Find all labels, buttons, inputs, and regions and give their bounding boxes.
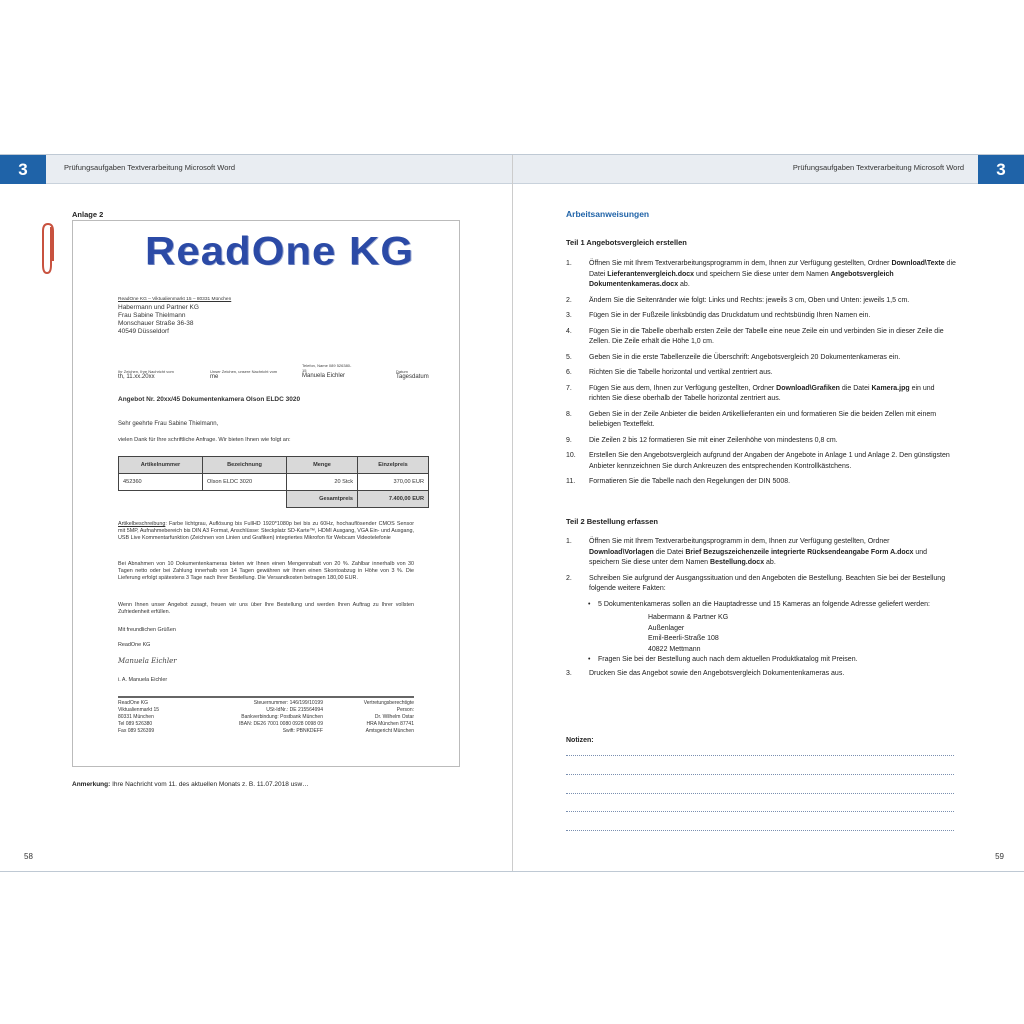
ref-your-sign: Ihr Zeichen, Ihre Nachricht vom th, 11.xx.20xx xyxy=(118,369,174,380)
recipient-line: Monschauer Straße 36-38 xyxy=(118,320,194,327)
part2-list xyxy=(566,537,956,684)
page-header-bar xyxy=(46,155,512,184)
delivery-address-line: Emil-Beerli-Straße 108 xyxy=(648,635,719,642)
header-title: Prüfungsaufgaben Textverarbeitung Microsoft Word xyxy=(64,163,236,172)
section-heading: Arbeitsanweisungen xyxy=(566,209,650,219)
note-line xyxy=(566,774,954,775)
table-row xyxy=(119,474,429,491)
paperclip-icon xyxy=(40,221,56,277)
list-item: 3. Fügen Sie in der Fußzeile linksbündig das Druckdatum und rechtsbündig Ihren Namen ein. xyxy=(566,312,871,319)
delivery-address-line: Habermann & Partner KG xyxy=(648,614,729,621)
table-cell: 370,00 EUR xyxy=(358,474,429,491)
list-item: 1. Öffnen Sie mit Ihrem Textverarbeitungsprogramm in dem, Ihnen zur Verfügung gestellten, Ordner Download\Texte die Datei Lieferantenvergleich.docx und speichern Sie diese unter dem Namen Angebotsvergleich Dokumentenkameras.docx ab. xyxy=(566,260,956,288)
anlage-label: Anlage 2 xyxy=(72,210,104,219)
table-header-cell: Einzelpreis xyxy=(358,457,429,474)
letter-salutation: Sehr geehrte Frau Sabine Thielmann, xyxy=(118,421,219,427)
greeting: Mit freundlichen Grüßen xyxy=(118,627,176,633)
list-item: 11. Formatieren Sie die Tabelle nach den Regelungen der DIN 5008. xyxy=(566,478,791,485)
handwritten-signature: Manuela Eichler xyxy=(118,657,177,665)
bullet-item: • Fragen Sie bei der Bestellung auch nach dem aktuellen Produktkatalog mit Preisen. xyxy=(588,656,858,663)
page-number: 58 xyxy=(24,852,33,861)
chapter-number-badge: 3 xyxy=(978,155,1024,184)
ref-our-sign: Unser Zeichen, unsere Nachricht vom me xyxy=(210,369,278,380)
table-cell: Olson ELDC 3020 xyxy=(203,474,287,491)
header-title: Prüfungsaufgaben Textverarbeitung Microsoft Word xyxy=(792,163,964,172)
recipient-address xyxy=(118,304,199,336)
list-item: 1. Öffnen Sie mit Ihrem Textverarbeitungsprogramm in dem, Ihnen zur Verfügung gestellten, Ordner Download\Vorlagen die Datei Brief Bezugszeichenzeile integrierte Rücksendeangabe Form A.docx und speichern Sie diese unter dem Namen Bestellung.docx ab. xyxy=(566,538,928,566)
delivery-address-line: 40822 Mettmann xyxy=(648,645,701,653)
closing-paragraph: Wenn Ihnen unser Angebot zusagt, freuen wir uns über Ihre Bestellung und werden Ihren Auftrag zu Ihrer vollsten Zufriedenheit erfüllen. xyxy=(118,602,414,615)
list-item: 10. Erstellen Sie den Angebotsvergleich aufgrund der Angaben der Angebote in Anlage 1 und Anlage 2. Den günstigsten Anbieter kennzeichnen Sie durch Ankreuzen des entsprechenden Kontrollkästchens. xyxy=(566,452,950,470)
part1-title: Teil 1 Angebotsvergleich erstellen xyxy=(566,238,687,247)
recipient-line: Habermann und Partner KG xyxy=(118,304,199,311)
table-cell: 452360 xyxy=(119,474,203,491)
delivery-address-line: Außenlager xyxy=(648,624,685,632)
letter-subject: Angebot Nr. 20xx/45 Dokumentenkamera Olson ELDC 3020 xyxy=(118,396,301,403)
part1-list xyxy=(566,259,956,493)
page-header-bar xyxy=(513,155,978,184)
recipient-line: Frau Sabine Thielmann xyxy=(118,312,186,319)
note-line xyxy=(566,755,954,756)
terms-paragraph: Bei Abnahmen von 10 Dokumentenkameras bieten wir Ihnen einen Mengenrabatt von 20 %. Zahlbar innerhalb von 30 Tagen netto oder bei Zahlung innerhalb von 14 Tagen gewähren wir Ihnen einen Skontoabzug in Höhe von 3 %. Die Lieferung erfolgt spätestens 3 Tage nach Ihrer Bestellung. Die Versandkosten betragen 180,00 EUR. xyxy=(118,561,414,581)
notes-label: Notizen: xyxy=(566,737,594,744)
offer-table xyxy=(118,456,429,508)
ref-date: Datum Tagesdatum xyxy=(396,369,429,380)
table-header-cell: Bezeichnung xyxy=(203,457,287,474)
note-line xyxy=(566,830,954,831)
list-item: 2. Ändern Sie die Seitenränder wie folgt: Links und Rechts: jeweils 3 cm, Oben und Unten: jeweils 1,5 cm. xyxy=(566,296,910,304)
list-item: 3. Drucken Sie das Angebot sowie den Angebotsvergleich Dokumentenkameras aus. xyxy=(566,669,845,677)
company-name: ReadOne KG xyxy=(118,642,151,648)
table-total-row xyxy=(119,491,429,508)
company-logo: ReadOne KG xyxy=(145,228,415,273)
list-item: 9. Die Zeilen 2 bis 12 formatieren Sie mit einer Zeilenhöhe von mindestens 0,8 cm. xyxy=(566,436,838,444)
letter-intro: vielen Dank für Ihre schriftliche Anfrage. Wir bieten Ihnen wie folgt an: xyxy=(118,437,291,443)
bullet-item: • 5 Dokumentenkameras sollen an die Hauptadresse und 15 Kameras an folgende Adresse geliefert werden: xyxy=(588,600,930,608)
letter-document xyxy=(72,220,460,767)
footer-column-legal: Vertretungsberechtigte Person: Dr. Wilhelm Ostar HRA München 87741 Amtsgericht München xyxy=(363,700,414,734)
anmerkung-note: Anmerkung: Ihre Nachricht vom 11. des aktuellen Monats z. B. 11.07.2018 usw… xyxy=(72,781,309,788)
book-spread xyxy=(0,154,1024,872)
sender-line: ReadOne KG – Viktualienmarkt 15 – 80331 München xyxy=(118,297,232,302)
left-page xyxy=(0,155,513,871)
total-label: Gesamtpreis xyxy=(287,491,358,508)
footer-column-bank: Steuernummer: 146/199/10199 USt-IdNr.: DE 215564994 Bankverbindung: Postbank München IBAN: DE26 7001 0080 0928 0098 09 Swift: PBNKDEFF xyxy=(239,700,323,734)
list-item: 7. Fügen Sie aus dem, Ihnen zur Verfügung gestellten, Ordner Download\Grafiken die Datei Kamera.jpg ein und richten Sie diese oberhalb der Tabelle horizontal zentriert aus. xyxy=(566,384,935,402)
ref-phone-name: Telefon, Name 089 526380-15 Manuela Eichler xyxy=(302,363,352,379)
chapter-number-badge: 3 xyxy=(0,155,46,184)
part2-title: Teil 2 Bestellung erfassen xyxy=(566,517,658,526)
table-header-cell: Menge xyxy=(287,457,358,474)
page-number: 59 xyxy=(995,852,1004,861)
recipient-line: 40549 Düsseldorf xyxy=(118,328,169,335)
note-line xyxy=(566,793,954,794)
right-page xyxy=(513,155,1024,871)
footer-column-address: ReadOne KG Viktualienmarkt 15 80331 München Tel 089 526380 Fax 089 526399 xyxy=(118,700,160,734)
list-item: 6. Richten Sie die Tabelle horizontal und vertikal zentriert aus. xyxy=(566,369,773,376)
list-item: 8. Geben Sie in der Zeile Anbieter die beiden Artikellieferanten ein und formatieren Sie die beiden Zellen mit einem beliebigen Texteffekt. xyxy=(566,410,937,428)
list-item: 4. Fügen Sie in die Tabelle oberhalb ersten Zeile der Tabelle eine neue Zeile ein und verbinden Sie in dieser Zeile die Zellen. Die Zeile erhält die Höhe 1,0 cm. xyxy=(566,327,944,345)
list-item: 5. Geben Sie in die erste Tabellenzeile die Überschrift: Angebotsvergleich 20 Dokumentenkameras ein. xyxy=(566,353,901,361)
table-header-cell: Artikelnummer xyxy=(119,457,203,474)
total-value: 7.400,00 EUR xyxy=(358,491,429,508)
article-description: Artikelbeschreibung: Farbe lichtgrau, Auflösung bis FullHD 1920*1080p bei bis zu 60Hz, hochauflösender CMOS Sensor mit 5MP, Aufnahmebereich bis DIN A3 Format, Anschlüsse: Steckplatz SD-Karte™, HDMI Ausgang, VGA Ein- und Ausgang, USB Live Kommentarfunktion (Zeichnen von Linien und Grafiken) integriertes Mikrofon für Webcam Videotelefonie xyxy=(118,521,414,541)
list-item: 2. Schreiben Sie aufgrund der Ausgangssituation und den Angeboten die Bestellung. Beachten Sie bei der Bestellung folgende weitere Fakten: xyxy=(566,574,946,592)
table-header-row xyxy=(119,457,429,474)
table-cell: 20 Stck xyxy=(287,474,358,491)
note-line xyxy=(566,811,954,812)
signer-name: i. A. Manuela Eichler xyxy=(118,677,168,683)
footer-divider xyxy=(118,696,414,698)
